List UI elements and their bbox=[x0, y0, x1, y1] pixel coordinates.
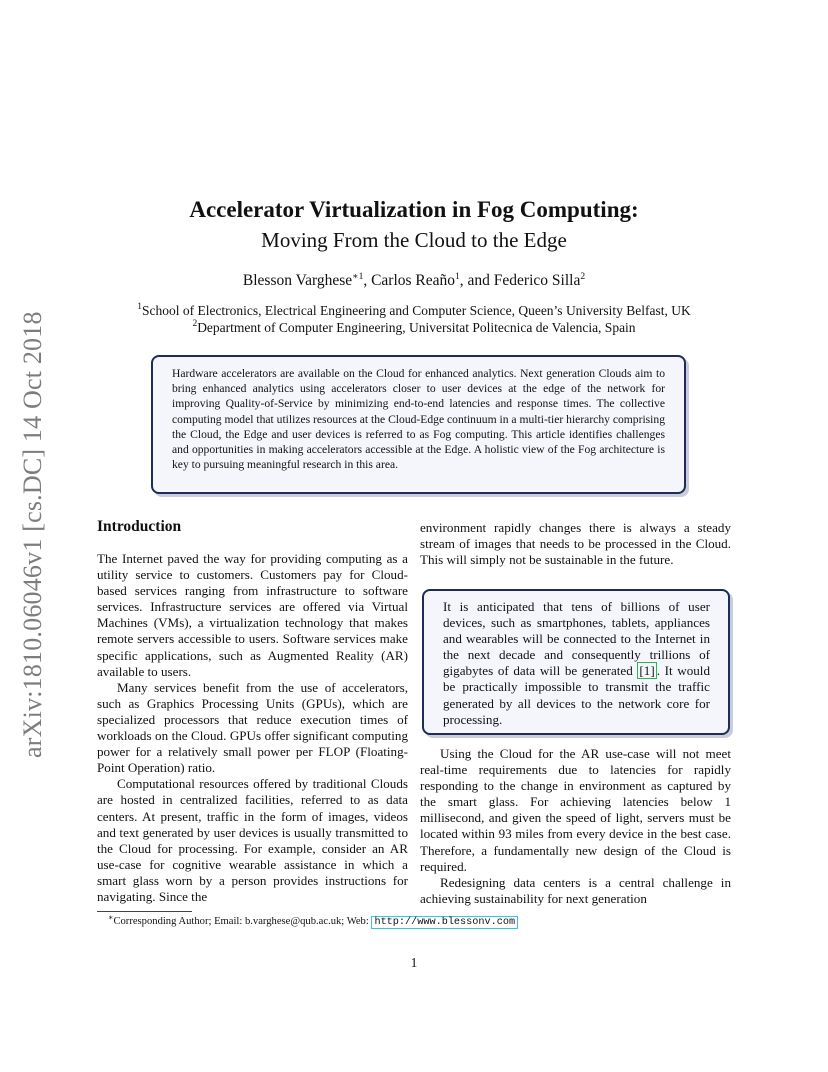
abstract-box bbox=[151, 355, 686, 494]
affiliation-text: School of Electronics, Electrical Engineering and Computer Science, Queen’s University Belfast, UK bbox=[141, 303, 691, 318]
callout-text: . It would be practically impossible to transmit the traffic generated by all devices to the network core for processing. bbox=[443, 663, 710, 727]
paper-title: Accelerator Virtualization in Fog Computing: bbox=[189, 197, 639, 222]
author-mark: 1 bbox=[455, 272, 460, 282]
author-silla: , and Federico Silla bbox=[459, 272, 581, 289]
affiliation-mark: 2 bbox=[192, 319, 198, 329]
author-reano: , Carlos Reaño bbox=[363, 272, 456, 289]
author-varghese: Blesson Varghese bbox=[242, 272, 353, 289]
author-list bbox=[80, 270, 748, 292]
arxiv-identifier: arXiv:1810.06046v1 [cs.DC] 14 Oct 2018 bbox=[18, 311, 47, 758]
footnote-rule bbox=[97, 911, 192, 912]
author-mark: 2 bbox=[580, 272, 586, 282]
paragraph: The Internet paved the way for providing computing as a utility service to customers. Customers pay for Cloud-based services ranging from infrastructure to software services. Infrastructure services are offered via Virtual Machines (VMs), a virtualization technology that makes remote servers accessible to users. Software services make specific applications, such as Augmented Reality (AR) available to users. bbox=[97, 551, 408, 679]
paragraph: environment rapidly changes there is always a steady stream of images that needs to be processed in the Cloud. This will simply not be sustainable in the future. bbox=[420, 520, 731, 568]
citation-link[interactable]: [1] bbox=[639, 663, 655, 679]
callout-box bbox=[422, 589, 730, 735]
paper-subtitle: Moving From the Cloud to the Edge bbox=[261, 228, 567, 252]
callout-text: It is anticipated that tens of billions of user devices, such as smartphones, tablets, appliances and wearables will be connected to the Internet in the next decade and consequently trillions of gigabytes of data will be generated bbox=[443, 599, 710, 679]
website-link[interactable]: http://www.blessonv.com bbox=[371, 916, 518, 929]
author-mark: ∗1 bbox=[352, 272, 364, 282]
paragraph: Many services benefit from the use of accelerators, such as Graphics Processing Units (GPUs), which are specialized processors that reduce execution times of workloads on the Cloud. GPUs offer significant computing power for a relatively small power per FLOP (Floating-Point Operation) ratio. bbox=[97, 679, 408, 776]
paragraph: Redesigning data centers is a central challenge in achieving sustainability for next generation bbox=[420, 874, 731, 906]
affiliation-2 bbox=[60, 319, 768, 336]
paragraph: Using the Cloud for the AR use-case will not meet real-time requirements due to latencies for rapidly responding to the change in environment as captured by the smart glass. For achieving latencies below 1 millisecond, and given the speed of light, servers must be located within 93 miles from every device in the best case. Therefore, a fundamentally new design of the Cloud is required. bbox=[420, 746, 731, 874]
footnote-text: Corresponding Author; Email: b.varghese@qub.ac.uk; Web: bbox=[113, 916, 372, 927]
footnote-mark: ∗ bbox=[108, 913, 114, 922]
affiliation-1 bbox=[60, 302, 768, 319]
abstract-text: Hardware accelerators are available on the Cloud for enhanced analytics. Next generation Clouds aim to bring enhanced analytics using accelerators closer to user devices at the edge of the network for improving Quality-of-Service by minimizing end-to-end latencies and response times. The collective computing model that utilizes resources at the Cloud-Edge continuum in a multi-tier hierarchy comprising the Cloud, the Edge and user devices is referred to as Fog computing. This article identifies challenges and opportunities in making accelerators accessible at the Edge. A holistic view of the Fog architecture is key to pursuing meaningful research in this area. bbox=[172, 367, 665, 472]
affiliation-text: Department of Computer Engineering, Universitat Politecnica de Valencia, Spain bbox=[197, 320, 636, 335]
affiliation-mark: 1 bbox=[137, 302, 142, 312]
page-number: 1 bbox=[410, 955, 418, 970]
left-column bbox=[97, 551, 408, 905]
footnote bbox=[108, 914, 518, 931]
section-heading-introduction: Introduction bbox=[97, 518, 182, 535]
paragraph: Computational resources offered by traditional Clouds are hosted in centralized facilities, referred to as data centers. At present, traffic in the form of images, videos and text generated by user devices is usually transmitted to the Cloud for processing. For example, consider an AR use-case for cognitive wearable assistance in which a smart glass worn by a person provides instructions for navigating. Since the bbox=[97, 776, 408, 904]
right-column-top bbox=[420, 520, 731, 568]
right-column-bottom bbox=[420, 746, 731, 907]
